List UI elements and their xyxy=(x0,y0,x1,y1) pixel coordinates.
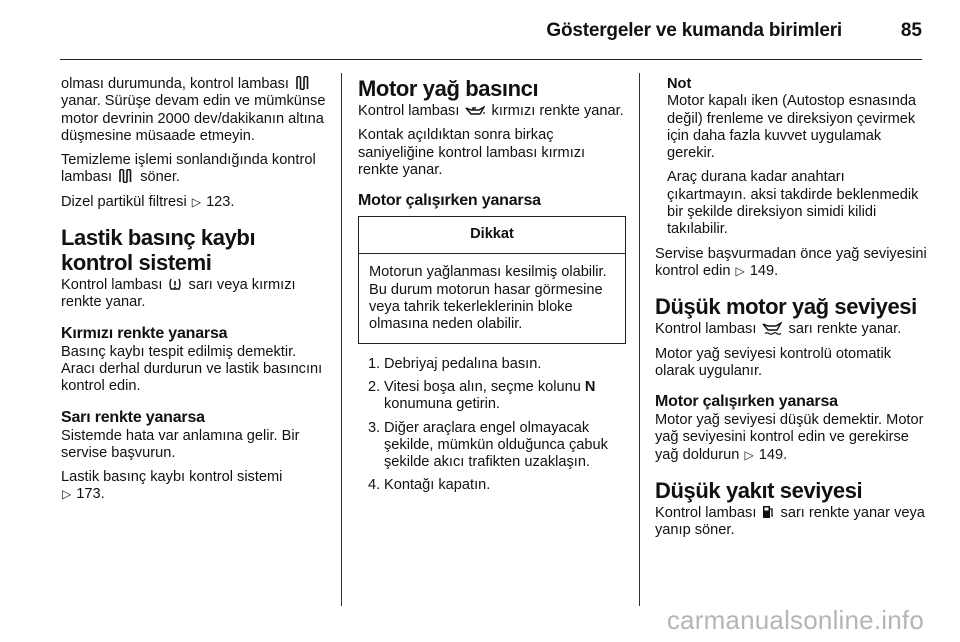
page-title: Göstergeler ve kumanda birimleri xyxy=(546,20,842,41)
paragraph: Kontrol lambası sarı veya kırmızı renkte yanar. xyxy=(61,277,296,311)
oil-level-icon xyxy=(762,322,782,335)
sub-heading: Motor çalışırken yanarsa xyxy=(358,192,541,210)
warning-box xyxy=(358,216,626,343)
paragraph: Kontrol lambası sarı renkte yanar. xyxy=(655,321,902,338)
page-reference[interactable]: 173. xyxy=(76,486,105,503)
page-header xyxy=(0,0,960,62)
preheat-coil-icon xyxy=(295,76,311,90)
note-title: Not xyxy=(667,76,692,92)
paragraph: Basınç kaybı tespit edilmiş demektir. Aracı derhal durdurun ve lastik basıncını kontrol edin. xyxy=(61,343,323,395)
paragraph: Lastik basınç kaybı kontrol sistemi ▷ 173. xyxy=(61,469,283,503)
page-reference-arrow-icon: ▷ xyxy=(735,263,745,278)
preheat-coil-icon xyxy=(118,169,134,183)
note-block xyxy=(655,76,927,239)
paragraph: Sistemde hata var anlamına gelir. Bir servise başvurun. xyxy=(61,427,300,461)
page-reference-arrow-icon: ▷ xyxy=(62,487,72,502)
paragraph: Motor yağ seviyesi düşük demektir. Motor yağ seviyesini kontrol edin ve gerekirse yağ doldurun ▷ 149. xyxy=(655,412,924,463)
warning-text: Motorun yağlanması kesilmiş olabilir. Bu durum motorun hasar görmesine veya tahrik tekerleklerinin bloke olmasına neden olabilir. xyxy=(369,264,607,333)
section-heading: Düşük motor yağ seviyesi xyxy=(655,294,917,320)
list-item: 2. Vitesi boşa alın, seçme kolunu N konumuna getirin. xyxy=(368,378,596,413)
fuel-pump-icon xyxy=(762,505,774,519)
sub-heading: Motor çalışırken yanarsa xyxy=(655,393,838,411)
section-heading: Motor yağ basıncı xyxy=(358,76,539,101)
page-number: 85 xyxy=(900,20,922,41)
header-divider xyxy=(60,59,922,60)
page-reference[interactable]: 149. xyxy=(749,262,779,279)
column-left xyxy=(61,76,329,511)
note-text: Motor kapalı iken (Autostop esnasında değil) frenleme ve direksiyon çevirmek için daha fazla kuvvet uygulamak gerekir. xyxy=(667,93,917,162)
column-right xyxy=(655,76,927,547)
list-item: 1. Debriyaj pedalına basın. xyxy=(368,355,542,372)
gear-position: N xyxy=(584,378,596,395)
section-heading: Düşük yakıt seviyesi xyxy=(655,478,863,504)
paragraph: Motor yağ seviyesi kontrolü otomatik olarak uygulanır. xyxy=(655,345,892,379)
sub-heading: Kırmızı renkte yanarsa xyxy=(61,324,228,342)
tyre-pressure-icon xyxy=(168,277,182,291)
sub-heading: Sarı renkte yanarsa xyxy=(61,408,205,426)
paragraph: Dizel partikül filtresi ▷ 123. xyxy=(61,193,235,210)
column-middle xyxy=(358,76,626,501)
paragraph: Kontak açıldıktan sonra birkaç saniyeliğine kontrol lambası kırmızı renkte yanar. xyxy=(358,127,586,178)
warning-title: Dikkat xyxy=(359,217,625,254)
steps-list xyxy=(358,356,626,495)
list-item: 3. Diğer araçlara engel olmayacak şekilde, mümkün olduğunca çabuk şekilde akıcı trafikten uzaklaşın. xyxy=(368,419,608,471)
page-reference-arrow-icon: ▷ xyxy=(191,194,201,209)
oil-can-icon xyxy=(465,105,485,117)
paragraph: Kontrol lambası kırmızı renkte yanar. xyxy=(358,103,624,119)
watermark: carmanualsonline.info xyxy=(666,605,924,635)
page-reference[interactable]: 149. xyxy=(758,446,788,463)
page-reference[interactable]: 123. xyxy=(206,193,235,210)
section-heading: Lastik basınç kaybı kontrol sistemi xyxy=(61,225,256,276)
list-item: 4. Kontağı kapatın. xyxy=(368,477,491,494)
column-divider-1 xyxy=(341,73,342,606)
page-reference-arrow-icon: ▷ xyxy=(744,447,754,462)
paragraph: Kontrol lambası sarı renkte yanar veya yanıp söner. xyxy=(655,505,925,539)
paragraph: olması durumunda, kontrol lambası yanar. Sürüşe devam edin ve mümkünse motor devrinin 2000 dev/dakikanın altına düşmesine müsaade etmeyin. xyxy=(61,76,326,144)
column-divider-2 xyxy=(639,73,640,606)
paragraph: Temizleme işlemi sonlandığında kontrol lambası söner. xyxy=(61,152,316,186)
note-text: Araç durana kadar anahtarı çıkartmayın. aksi takdirde beklenmedik bir şekilde direksiyon simidi kilidi takılabilir. xyxy=(667,169,919,238)
paragraph: Servise başvurmadan önce yağ seviyesini kontrol edin ▷ 149. xyxy=(655,245,927,279)
